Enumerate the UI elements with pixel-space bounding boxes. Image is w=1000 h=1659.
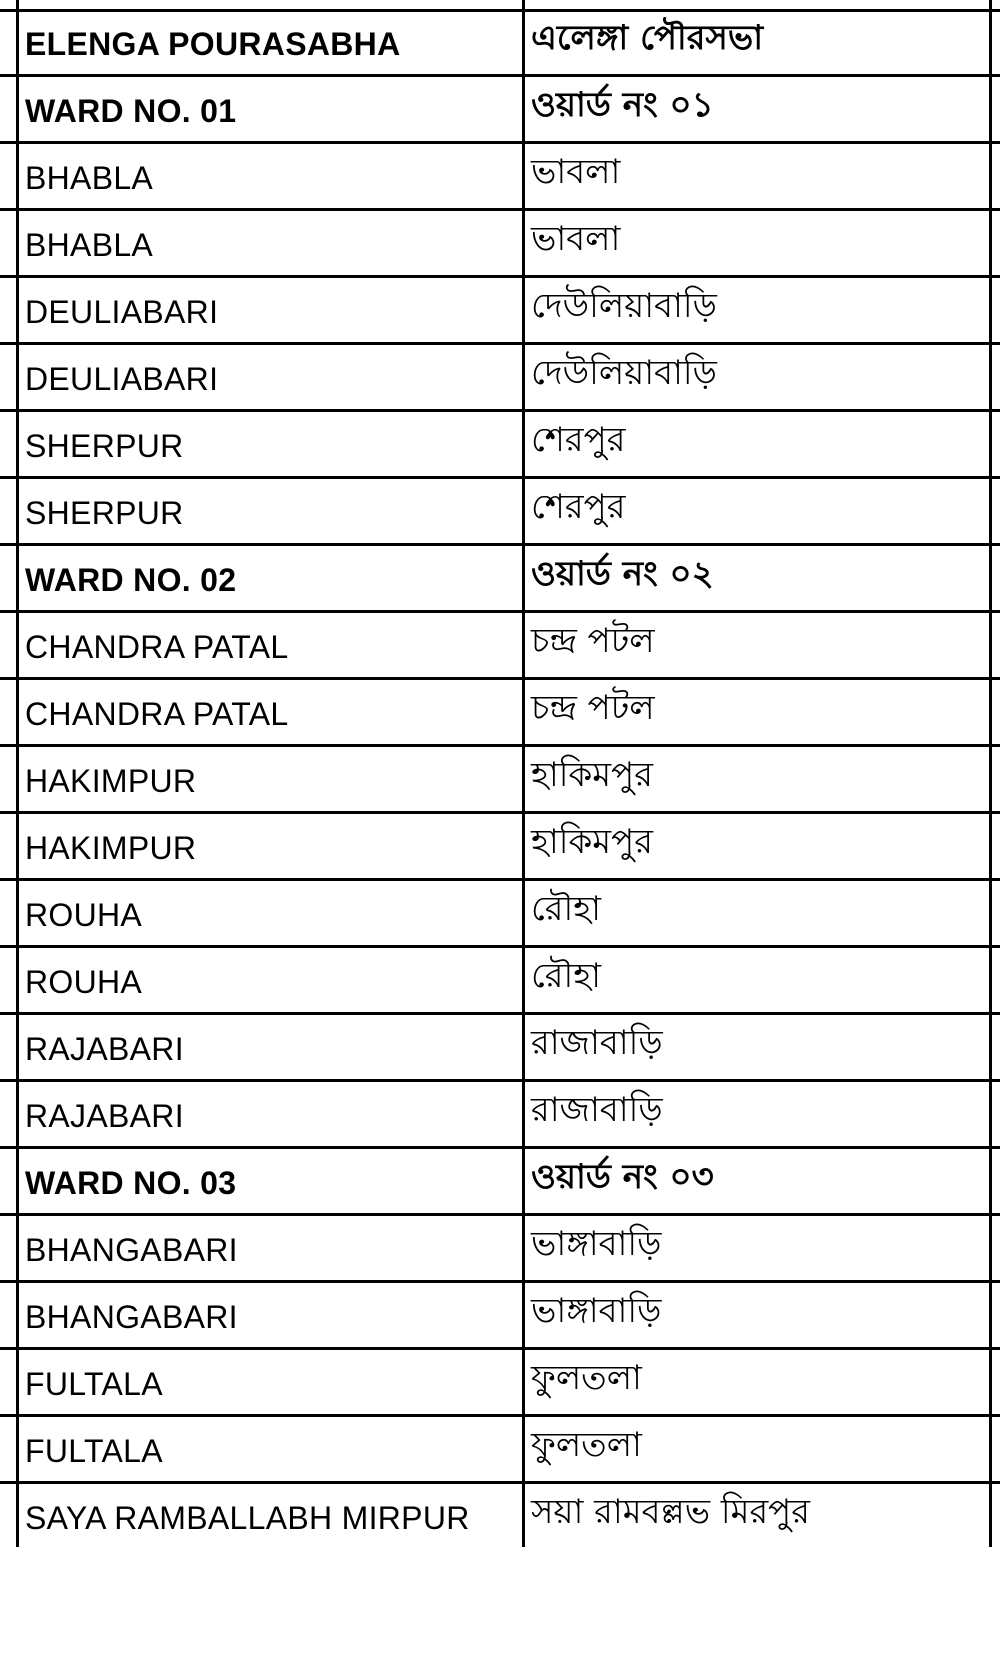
english-name-cell: ROUHA <box>25 897 143 933</box>
bangla-name-cell: রৌহা <box>531 956 601 996</box>
column-divider <box>989 546 992 610</box>
english-name-cell: CHANDRA PATAL <box>25 696 289 732</box>
column-divider <box>16 680 19 744</box>
column-divider <box>989 144 992 208</box>
bangla-name-cell: রৌহা <box>531 889 601 929</box>
column-divider <box>16 10 19 74</box>
bangla-name-cell: ওয়ার্ড নং ০৩ <box>531 1157 714 1197</box>
column-divider <box>989 814 992 878</box>
table-header-row <box>0 546 1000 613</box>
column-divider <box>16 77 19 141</box>
english-name-cell: SAYA RAMBALLABH MIRPUR <box>25 1500 470 1536</box>
english-name-cell: CHANDRA PATAL <box>25 629 289 665</box>
column-divider <box>16 546 19 610</box>
table-row <box>0 1283 1000 1350</box>
column-divider <box>989 412 992 476</box>
column-divider <box>522 1149 525 1213</box>
column-divider <box>16 1350 19 1414</box>
column-divider <box>989 1283 992 1347</box>
column-divider <box>522 1082 525 1146</box>
table-row <box>0 1216 1000 1283</box>
column-divider <box>989 1417 992 1481</box>
bangla-name-cell: ওয়ার্ড নং ০২ <box>531 554 714 594</box>
english-name-cell: FULTALA <box>25 1433 163 1469</box>
english-name-cell: BHABLA <box>25 227 154 263</box>
table-row <box>0 345 1000 412</box>
bangla-name-cell: ভাবলা <box>531 219 621 259</box>
english-name-cell: BHANGABARI <box>25 1299 238 1335</box>
column-divider <box>522 1015 525 1079</box>
column-divider <box>522 613 525 677</box>
bangla-name-cell: ভাঙ্গাবাড়ি <box>531 1224 662 1264</box>
table-row <box>0 680 1000 747</box>
column-divider <box>16 1015 19 1079</box>
table-row <box>0 1015 1000 1082</box>
column-divider <box>522 412 525 476</box>
column-divider <box>522 345 525 409</box>
table-row <box>0 613 1000 680</box>
bangla-name-cell: ভাঙ্গাবাড়ি <box>531 1291 662 1331</box>
bangla-name-cell: হাকিমপুর <box>531 755 653 795</box>
english-name-cell: SHERPUR <box>25 428 184 464</box>
table-row <box>0 211 1000 278</box>
english-name-cell: HAKIMPUR <box>25 830 197 866</box>
column-divider <box>16 1216 19 1280</box>
column-divider <box>522 948 525 1012</box>
column-divider <box>522 278 525 342</box>
english-name-cell: WARD NO. 03 <box>25 1165 237 1201</box>
english-name-cell: WARD NO. 01 <box>25 93 237 129</box>
bangla-name-cell: এলেঙ্গা পৌরসভা <box>531 18 764 58</box>
column-divider <box>989 948 992 1012</box>
table-row <box>0 479 1000 546</box>
column-divider <box>16 1417 19 1481</box>
bangla-name-cell: ওয়ার্ড নং ০১ <box>531 85 714 125</box>
column-divider <box>16 479 19 543</box>
column-divider <box>989 77 992 141</box>
column-divider <box>16 144 19 208</box>
bangla-name-cell: দেউলিয়াবাড়ি <box>531 353 717 393</box>
english-name-cell: BHANGABARI <box>25 1232 238 1268</box>
column-divider <box>989 1015 992 1079</box>
table-row <box>0 881 1000 948</box>
bangla-name-cell: হাকিমপুর <box>531 822 653 862</box>
bangla-name-cell: ফুলতলা <box>531 1358 642 1398</box>
column-divider <box>16 1149 19 1213</box>
column-divider <box>522 211 525 275</box>
table-header-row <box>0 77 1000 144</box>
column-divider <box>16 1283 19 1347</box>
column-divider <box>16 345 19 409</box>
column-divider <box>16 412 19 476</box>
column-divider <box>989 211 992 275</box>
english-name-cell: WARD NO. 02 <box>25 562 237 598</box>
english-name-cell: FULTALA <box>25 1366 163 1402</box>
bangla-name-cell: সয়া রামবল্লভ মিরপুর <box>531 1492 810 1532</box>
bangla-name-cell: ভাবলা <box>531 152 621 192</box>
column-divider <box>989 278 992 342</box>
column-divider <box>16 747 19 811</box>
column-divider <box>989 1350 992 1414</box>
column-divider <box>522 546 525 610</box>
table-row <box>0 412 1000 479</box>
column-divider <box>989 1082 992 1146</box>
bangla-name-cell: রাজাবাড়ি <box>531 1090 663 1130</box>
column-divider <box>522 10 525 74</box>
column-divider <box>16 1082 19 1146</box>
column-divider <box>989 881 992 945</box>
column-divider <box>522 881 525 945</box>
bangla-name-cell: শেরপুর <box>531 487 626 527</box>
column-divider <box>522 144 525 208</box>
column-divider <box>16 814 19 878</box>
english-name-cell: RAJABARI <box>25 1031 184 1067</box>
column-divider <box>522 1350 525 1414</box>
table-row <box>0 814 1000 881</box>
bangla-name-cell: চন্দ্র পটল <box>531 688 655 728</box>
column-divider <box>989 1216 992 1280</box>
column-divider <box>16 278 19 342</box>
column-divider <box>522 680 525 744</box>
column-divider <box>989 1149 992 1213</box>
column-divider <box>522 77 525 141</box>
column-divider <box>989 613 992 677</box>
blank-margin <box>0 1547 1000 1659</box>
column-divider <box>989 747 992 811</box>
english-name-cell: HAKIMPUR <box>25 763 197 799</box>
english-name-cell: DEULIABARI <box>25 294 219 330</box>
column-divider <box>16 881 19 945</box>
table-row <box>0 144 1000 211</box>
column-divider <box>16 1484 19 1548</box>
bangla-name-cell: ফুলতলা <box>531 1425 642 1465</box>
column-divider <box>522 1417 525 1481</box>
table-row <box>0 948 1000 1015</box>
bangla-name-cell: শেরপুর <box>531 420 626 460</box>
column-divider <box>989 479 992 543</box>
table-header-row <box>0 1149 1000 1216</box>
table-row <box>0 278 1000 345</box>
column-divider <box>522 1283 525 1347</box>
column-divider <box>522 747 525 811</box>
column-divider <box>522 814 525 878</box>
table-row <box>0 1350 1000 1417</box>
column-divider <box>522 1484 525 1548</box>
place-name-table <box>0 10 1000 1551</box>
column-divider <box>989 345 992 409</box>
bangla-name-cell: দেউলিয়াবাড়ি <box>531 286 717 326</box>
column-divider <box>16 613 19 677</box>
english-name-cell: BHABLA <box>25 160 154 196</box>
english-name-cell: ELENGA POURASABHA <box>25 26 401 62</box>
column-divider <box>989 1484 992 1548</box>
table-row <box>0 1484 1000 1551</box>
table-row <box>0 747 1000 814</box>
column-divider <box>989 10 992 74</box>
table-row <box>0 1082 1000 1149</box>
bangla-name-cell: চন্দ্র পটল <box>531 621 655 661</box>
column-divider <box>16 948 19 1012</box>
column-divider <box>522 1216 525 1280</box>
english-name-cell: SHERPUR <box>25 495 184 531</box>
table-row <box>0 1417 1000 1484</box>
english-name-cell: DEULIABARI <box>25 361 219 397</box>
english-name-cell: ROUHA <box>25 964 143 1000</box>
column-divider <box>989 680 992 744</box>
bangla-name-cell: রাজাবাড়ি <box>531 1023 663 1063</box>
column-divider <box>522 479 525 543</box>
table-header-row <box>0 10 1000 77</box>
column-divider <box>16 211 19 275</box>
english-name-cell: RAJABARI <box>25 1098 184 1134</box>
